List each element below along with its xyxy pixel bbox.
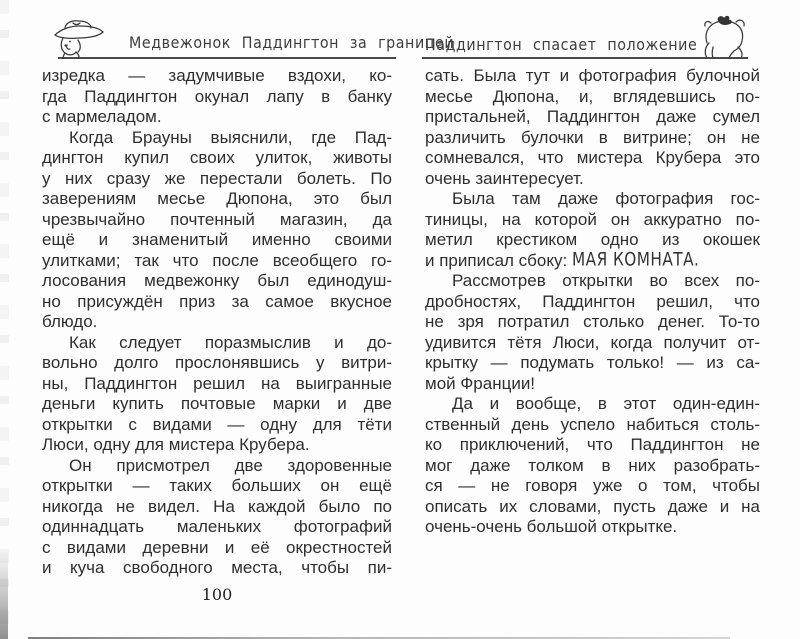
text-segment: и приписал сбоку: xyxy=(425,250,572,270)
text-line: с мармеладом. xyxy=(42,107,162,126)
text-line: ко приключений, что Паддингтон не xyxy=(425,435,760,454)
scan-noise-left-edge xyxy=(0,0,9,639)
page-number: 100 xyxy=(201,585,233,604)
text-line: ственный день успело набиться столь- xyxy=(425,414,760,434)
text-line: Когда Брауны выяснили, где Пад- xyxy=(69,127,392,147)
scan-smudge-corner xyxy=(0,549,8,639)
text-line: ся — не говоря уже о том, чтобы xyxy=(425,476,760,495)
text-line: описать их словами, пусть даже и на xyxy=(425,496,760,516)
text-line: открытки с видами — одну для тёти xyxy=(42,414,392,434)
text-line: очень-очень большой открытке. xyxy=(425,517,678,536)
text-line: дробностях, Паддингтон решил, что xyxy=(425,291,760,311)
text-line: мой Франции! xyxy=(425,373,536,393)
text-line: дингтон купил своих улиток, животы xyxy=(42,148,392,167)
text-line: месье Дюпона, и, вглядевшись по- xyxy=(425,86,760,106)
text-line: метил крестиком одно из окошек xyxy=(425,230,760,249)
paddington-hat-icon xyxy=(53,19,105,59)
text-line: сомневался, что мистера Крубера это xyxy=(425,148,760,167)
text-line: Да и вообще, в этот один-един- xyxy=(452,394,760,413)
text-line: никогда не видел. На каждой было по xyxy=(42,496,392,516)
running-head-right: Паддингтон спасает положение xyxy=(425,34,698,54)
text-line: не зря потратил столько денег. То-то xyxy=(425,312,760,331)
text-line: с видами деревни и её окрестностей xyxy=(42,537,392,557)
text-column-left xyxy=(42,66,392,579)
text-line: блюдо. xyxy=(42,312,98,331)
text-line: Рассмотрев открытки во всех по- xyxy=(452,271,760,290)
header-rule-left xyxy=(58,57,396,59)
text-line: очень заинтересует. xyxy=(425,168,584,188)
text-line: ны, Паддингтон решил на выигранные xyxy=(42,373,392,393)
text-line: Люси, одну для мистера Крубера. xyxy=(42,435,310,454)
text-line: тиницы, на которой он аккуратно по- xyxy=(425,209,760,229)
text-line: пристальней, Паддингтон даже сумел xyxy=(425,107,760,126)
text-line: вольно долго прослонявшись у витри- xyxy=(42,353,392,372)
text-line: изредка — задумчивые вздохи, ко- xyxy=(42,66,392,85)
text-line: но присуждён приз за самое вкусное xyxy=(42,291,392,311)
text-line: мог даже толком в них разобрать- xyxy=(425,455,760,475)
text-line: и куча свободного места, чтобы пи- xyxy=(42,558,392,577)
text-line: различить булочки в витрине; он не xyxy=(425,127,760,147)
text-line: улитками; так что после всеобщего го- xyxy=(42,250,392,270)
text-line: крытку — подумать только! — из са- xyxy=(425,353,760,372)
text-line: деньги купить почтовые марки и две xyxy=(42,394,392,413)
handwritten-note: МАЯ КОМНАТА. xyxy=(571,248,700,271)
running-head-left: Медвежонок Паддингтон за границей xyxy=(129,32,455,52)
text-line: чрезвычайно почтенный магазин, да xyxy=(42,209,392,229)
text-line: у них сразу же перестали болеть. По xyxy=(42,168,392,188)
text-line xyxy=(425,248,760,272)
text-line: гда Паддингтон окунал лапу в банку xyxy=(42,86,392,106)
text-line: одиннадцать маленьких фотографий xyxy=(42,517,392,536)
text-line: лосования медвежонку был единодуш- xyxy=(42,271,392,290)
text-line: сать. Была тут и фотография булочной xyxy=(425,66,760,85)
text-line: удивится тётя Люси, когда получит от- xyxy=(425,332,760,352)
text-line: ещё и знаменитый именно своими xyxy=(42,230,392,249)
paddington-back-icon xyxy=(699,14,751,59)
text-line: Он присмотрел две здоровенные xyxy=(69,455,392,475)
text-column-right xyxy=(425,66,760,538)
text-line: заверениям месье Дюпона, это был xyxy=(42,189,392,208)
text-line: Как следует поразмыслив и до- xyxy=(69,332,392,352)
text-line: открытки — таких больших он ещё xyxy=(42,476,392,495)
text-line: Была там даже фотография гос- xyxy=(452,189,760,208)
